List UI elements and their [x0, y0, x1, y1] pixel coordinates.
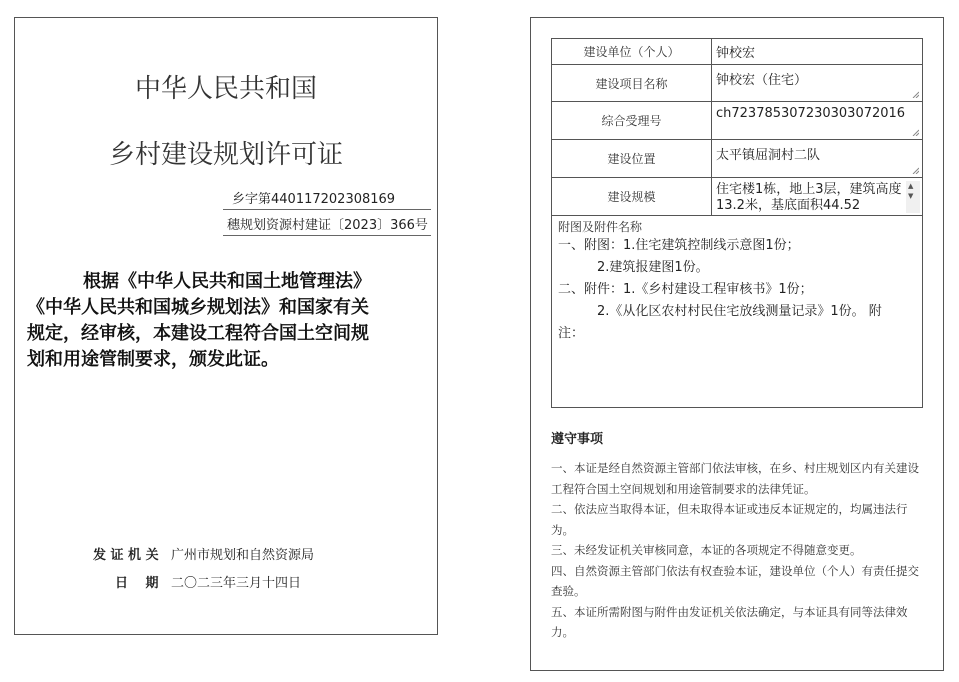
scroll-up-icon[interactable]: ▲	[908, 181, 914, 190]
issuer-value: 广州市规划和自然资源局	[171, 548, 315, 563]
project-name-field[interactable]	[712, 66, 922, 101]
acceptance-no-text: ch723785307230303072016	[716, 105, 906, 121]
date-label: 日 期	[115, 576, 159, 591]
resize-grip-icon[interactable]	[911, 166, 919, 174]
annex-line: 注：	[558, 326, 585, 341]
project-name-text: 钟校宏（住宅）	[716, 72, 808, 88]
label-project-name: 建设项目名称	[552, 65, 712, 102]
table-row	[552, 65, 923, 102]
acceptance-no-field[interactable]	[712, 103, 922, 139]
scrollbar[interactable]	[906, 181, 920, 213]
resize-grip-icon[interactable]	[911, 90, 919, 98]
title-country: 中华人民共和国	[134, 74, 317, 104]
label-scale: 建设规模	[552, 178, 712, 216]
label-location: 建设位置	[552, 140, 712, 178]
builder-field[interactable]: 钟校宏	[716, 46, 756, 61]
rule-item: 一、本证是经自然资源主管部门依法审核，在乡、村庄规划区内有关建设工程符合国土空间规划和用途管制要求的法律凭证。	[551, 461, 919, 496]
location-text: 太平镇屈洞村二队	[716, 147, 821, 163]
table-row	[552, 102, 923, 140]
issuer-label: 发 证 机 关	[93, 548, 159, 563]
scroll-down-icon[interactable]: ▼	[908, 191, 914, 200]
rule-item: 二、依法应当取得本证，但未取得本证或违反本证规定的，均属违法行为。	[551, 502, 908, 537]
table-row	[552, 140, 923, 178]
annex-line: 一、附图：1.住宅建筑控制线示意图1份；	[558, 238, 800, 253]
divider	[223, 209, 431, 210]
annex-caption: 附图及附件名称	[558, 220, 643, 234]
annex-line: 2.建筑报建图1份。	[558, 260, 709, 275]
annex-section	[551, 214, 923, 408]
annex-line: 2.《从化区农村村民住宅放线测量记录》1份。 附	[558, 304, 882, 319]
permit-number-2: 穗规划资源村建证〔2023〕366号	[227, 218, 428, 233]
declaration-line-3: 规定，经审核，本建设工程符合国土空间规	[27, 323, 369, 344]
details-table	[551, 38, 923, 216]
certificate-front	[14, 17, 438, 635]
scale-field[interactable]	[712, 179, 922, 215]
table-row	[552, 39, 923, 65]
rule-item: 四、自然资源主管部门依法有权查验本证，建设单位（个人）有责任提交查验。	[551, 563, 919, 598]
rules-list	[551, 458, 929, 643]
scale-text: 住宅楼1栋，地上3层，建筑高度13.2米，基底面积44.52	[716, 181, 902, 213]
rule-item: 三、未经发证机关审核同意，本证的各项规定不得随意变更。	[551, 543, 862, 557]
label-acceptance-no: 综合受理号	[552, 102, 712, 140]
title-permit: 乡村建设规划许可证	[108, 140, 343, 170]
declaration-line-2: 《中华人民共和国城乡规划法》和国家有关	[27, 297, 369, 318]
date-value: 二〇二三年三月十四日	[171, 576, 302, 591]
resize-grip-icon[interactable]	[911, 128, 919, 136]
declaration-line-4: 划和用途管制要求，颁发此证。	[27, 349, 279, 370]
rules-title: 遵守事项	[551, 432, 604, 447]
certificate-details	[530, 17, 944, 671]
location-field[interactable]	[712, 141, 922, 177]
divider	[223, 235, 431, 236]
annex-line: 二、附件：1.《乡村建设工程审核书》1份；	[558, 282, 813, 297]
label-builder: 建设单位（个人）	[552, 39, 712, 65]
declaration-line-1: 根据《中华人民共和国土地管理法》	[83, 271, 371, 292]
table-row	[552, 178, 923, 216]
permit-number-1: 乡字第440117202308169	[232, 192, 396, 207]
rule-item: 五、本证所需附图与附件由发证机关依法确定，与本证具有同等法律效力。	[551, 604, 908, 639]
